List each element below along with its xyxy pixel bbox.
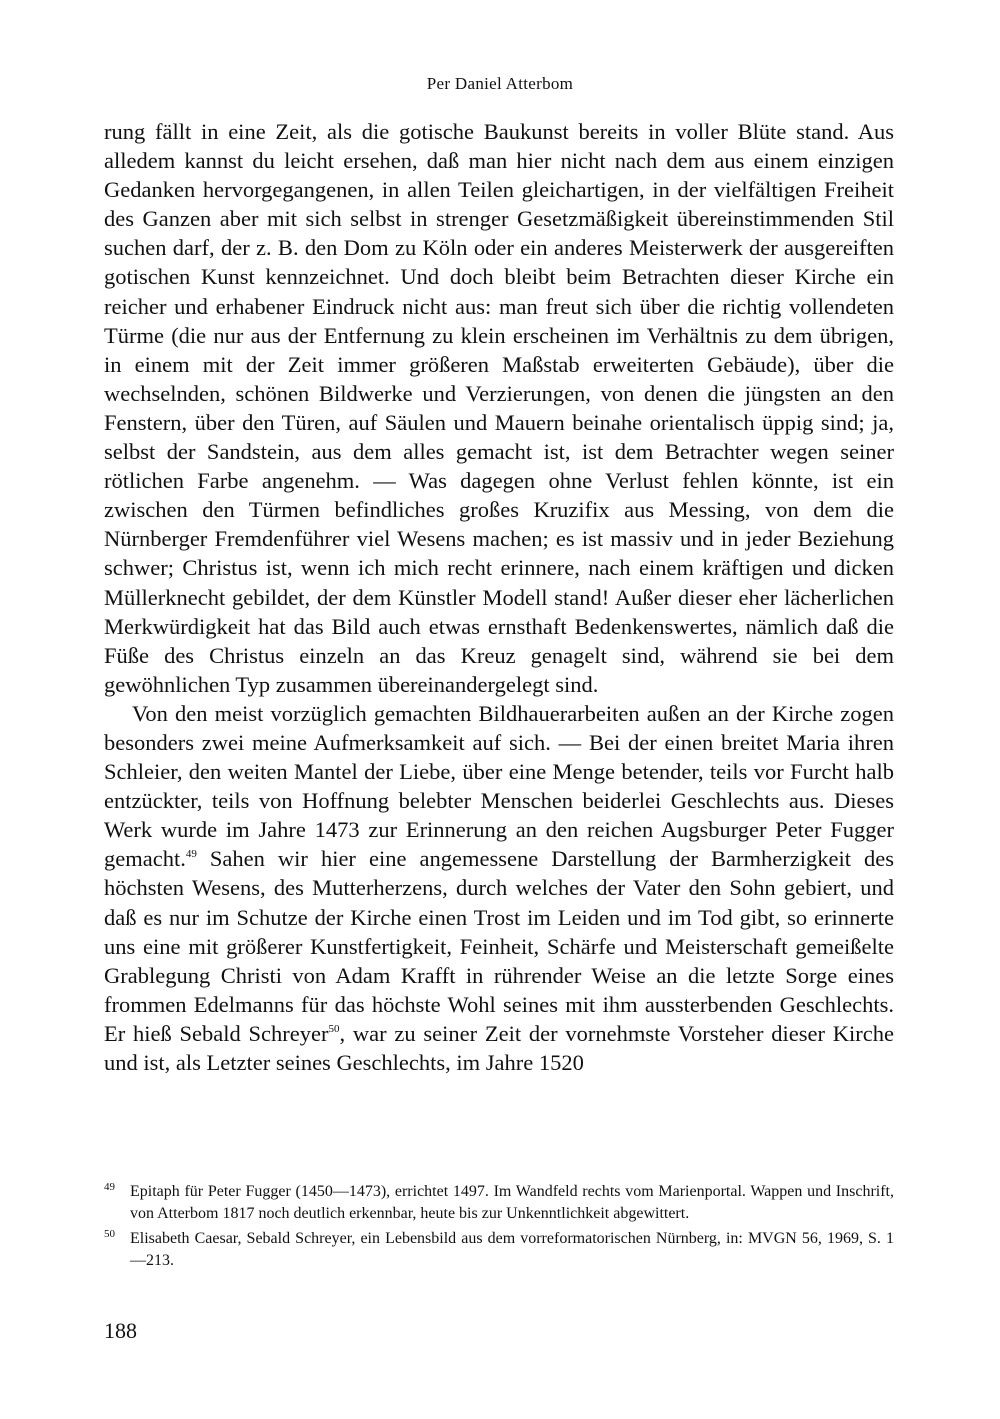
footnote-text: Epitaph für Peter Fugger (1450—1473), errichtet 1497. Im Wandfeld rechts vom Marienportal. Wappen und Inschrift, von Atterbom 1817 noch deutlich erkennbar, heute bis zur Unkenntlichkeit abgewittert. xyxy=(130,1183,894,1222)
footnote-reference-50: 50 xyxy=(328,1022,340,1035)
paragraph-2-part-1: Von den meist vorzüglich gemachten Bildhauerarbeiten außen an der Kirche zogen besonders zwei meine Aufmerksamkeit auf sich. — Bei der einen breitet Maria ihren Schleier, den weiten Mantel der Liebe, über eine Menge betender, teils vor Furcht halb entzückter, teils von Hoffnung belebter Menschen beiderlei Geschlechts aus. Dieses Werk wurde im Jahre 1473 zur Erinnerung an den reichen Augsburger Peter Fugger gemacht. xyxy=(104,700,894,872)
paragraph-2 xyxy=(104,699,894,1077)
paragraph-2-part-3: , war zu seiner Zeit der vornehmste Vorsteher dieser Kirche und ist, als Letzter seines Geschlechts, im Jahre 1520 xyxy=(104,1020,894,1075)
footnote-50 xyxy=(104,1228,894,1271)
body-text xyxy=(104,117,894,1077)
paragraph-2-part-2: Sahen wir hier eine angemessene Darstellung der Barmherzigkeit des höchsten Wesens, des Mutterherzens, durch welches der Vater den Sohn gebiert, und daß es nur im Schutze der Kirche einen Trost im Leiden und im Tod gibt, so erinnerte uns eine mit größerer Kunstfertigkeit, Feinheit, Schärfe und Meisterschaft gemeißelte Grablegung Christi von Adam Krafft in rührender Weise an die letzte Sorge eines frommen Edelmanns für das höchste Wohl seines mit ihm aussterbenden Geschlechts. Er hieß Sebald Schreyer xyxy=(104,846,894,1046)
footnote-49 xyxy=(104,1181,894,1224)
footnote-reference-49: 49 xyxy=(185,848,197,861)
running-head: Per Daniel Atterbom xyxy=(426,74,574,93)
page-number: 188 xyxy=(104,1318,137,1343)
footnotes xyxy=(104,1181,894,1275)
footnote-number: 49 xyxy=(104,1181,115,1193)
footnote-text: Elisabeth Caesar, Sebald Schreyer, ein Lebensbild aus dem vorreformatorischen Nürnberg, in: MVGN 56, 1969, S. 1—213. xyxy=(130,1230,894,1269)
footnote-number: 50 xyxy=(104,1228,115,1240)
paragraph-1: rung fällt in eine Zeit, als die gotische Baukunst bereits in voller Blüte stand. Aus alledem kannst du leicht ersehen, daß man hier nicht nach dem aus einem einzigen Gedanken hervorgegangenen, in allen Teilen gleichartigen, in der vielfältigen Freiheit des Ganzen aber mit sich selbst in strenger Gesetzmäßigkeit übereinstimmenden Stil suchen darf, der z. B. den Dom zu Köln oder ein anderes Meisterwerk der ausgereiften gotischen Kunst kennzeichnet. Und doch bleibt beim Betrachten dieser Kirche ein reicher und erhabener Eindruck nicht aus: man freut sich über die richtig vollendeten Türme (die nur aus der Entfernung zu klein erscheinen im Verhältnis zu dem übrigen, in einem mit der Zeit immer größeren Maßstab erweiterten Gebäude), über die wechselnden, schönen Bildwerke und Verzierungen, von denen die jüngsten an den Fenstern, über den Türen, auf Säulen und Mauern beinahe orientalisch üppig sind; ja, selbst der Sandstein, aus dem alles gemacht ist, ist dem Betrachter wegen seiner rötlichen Farbe angenehm. — Was dagegen ohne Verlust fehlen könnte, ist ein zwischen den Türmen befindliches großes Kruzifix aus Messing, von dem die Nürnberger Fremdenführer viel Wesens machen; es ist massiv und in jeder Beziehung schwer; Christus ist, wenn ich mich recht erinnere, nach einem kräftigen und dicken Müllerknecht gebildet, der dem Künstler Modell stand! Außer dieser eher lächerlichen Merkwürdigkeit hat das Bild auch etwas ernsthaft Bedenkenswertes, nämlich daß die Füße des Christus einzeln an das Kreuz genagelt sind, während sie bei dem gewöhnlichen Typ zusammen übereinandergelegt sind. xyxy=(104,119,894,697)
